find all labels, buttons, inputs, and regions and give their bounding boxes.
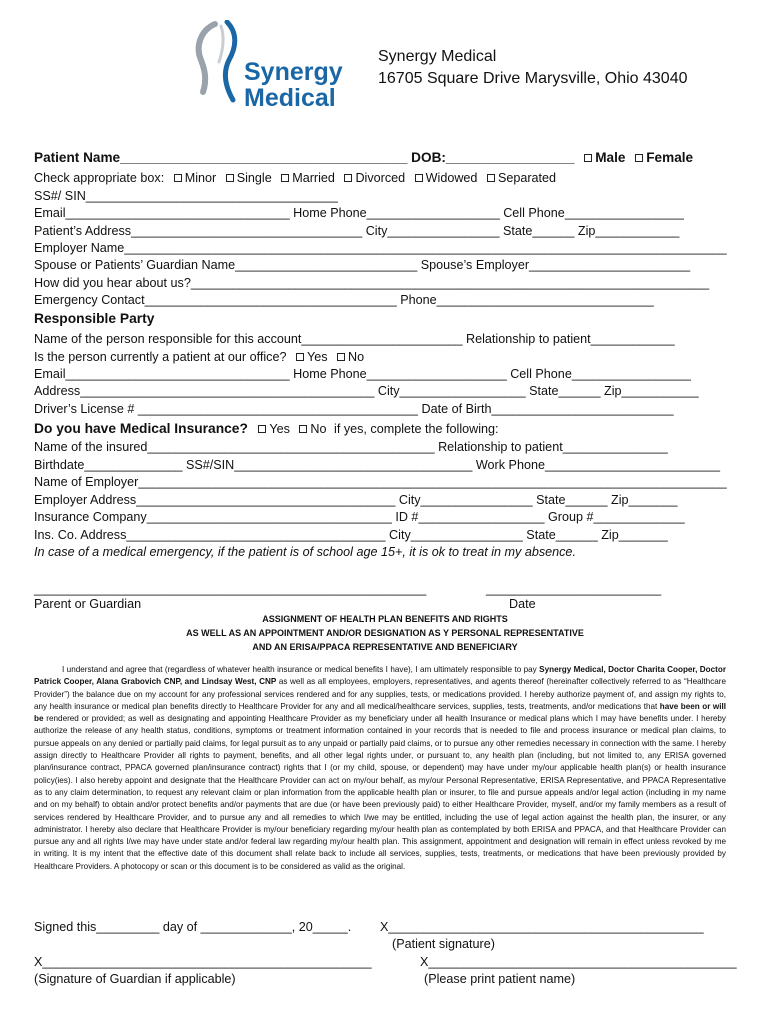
insurance-company-field[interactable]: Insurance Company___________________________________ ID #__________________ Group #_____________ xyxy=(34,510,685,524)
marital-status-line xyxy=(34,171,556,185)
insured-name-field[interactable]: Name of the insured_________________________________________ Relationship to patient_______________ xyxy=(34,440,668,454)
widowed-label: Widowed xyxy=(425,171,478,185)
provider-names: Synergy Medical, Doctor Charita Cooper, Doctor Patrick Cooper, Alana Grabovich CNP, and Lindsay West, CNP xyxy=(34,665,726,687)
emergency-consent-statement: In case of a medical emergency, if the patient is of school age 15+, it is ok to treat in my absence. xyxy=(34,545,576,559)
patient-signature-line[interactable]: X_____________________________________________ xyxy=(380,920,704,934)
insurance-followup: if yes, complete the following: xyxy=(334,422,499,436)
current-patient-yes-label: Yes xyxy=(307,350,328,364)
check-box-prompt: Check appropriate box: xyxy=(34,171,165,185)
ssn-field[interactable]: SS#/ SIN____________________________________ xyxy=(34,189,338,203)
married-label: Married xyxy=(292,171,335,185)
current-patient-yes-checkbox[interactable] xyxy=(296,353,304,361)
current-patient-no-checkbox[interactable] xyxy=(337,353,345,361)
married-checkbox[interactable] xyxy=(281,174,289,182)
insurance-yes-checkbox[interactable] xyxy=(258,425,266,433)
current-patient-question: Is the person currently a patient at our office? xyxy=(34,350,287,364)
assignment-text-1: I understand and agree that (regardless of whatever health insurance or medical benefits I have), I am ultimately responsible to pay xyxy=(62,665,540,674)
spouse-guardian-field[interactable]: Spouse or Patients’ Guardian Name__________________________ Spouse’s Employer_______________________ xyxy=(34,258,691,272)
drivers-license-field[interactable]: Driver’s License # ________________________________________ Date of Birth__________________________ xyxy=(34,402,674,416)
insurance-yes-label: Yes xyxy=(269,422,290,436)
insurance-no-checkbox[interactable] xyxy=(299,425,307,433)
male-label: Male xyxy=(595,150,626,165)
clinic-name: Synergy Medical xyxy=(378,48,497,65)
synergy-medical-logo xyxy=(193,20,355,112)
print-name-label: (Please print patient name) xyxy=(424,972,576,986)
single-label: Single xyxy=(236,171,272,185)
parent-guardian-label: Parent or Guardian xyxy=(34,597,142,611)
parent-date-line[interactable]: _________________________ xyxy=(486,582,662,596)
assignment-text-2: as well as all employees, employers, representatives, and agents thereof (hereinafter collectively referred to as “Healthcare Provider”) the balance due on my account for any professional services rendered and for any supplies, tests, or medications provided. I hereby authorize payment of, and assign my rights to, any health insurance or medical plan benefits directly to Healthcare Provider for any and all medical/healthcare services, supplies, tests, treatments, and/or medications that xyxy=(34,677,726,711)
assignment-emphasis: have been or will be xyxy=(34,701,726,724)
signed-date-line[interactable]: Signed this_________ day of _____________, 20_____. xyxy=(34,920,352,934)
female-label: Female xyxy=(646,150,694,165)
clinic-address: 16705 Square Drive Marysville, Ohio 43040 xyxy=(378,70,688,87)
responsible-email-field[interactable]: Email________________________________ Home Phone____________________ Cell Phone_________________ xyxy=(34,367,691,381)
separated-checkbox[interactable] xyxy=(487,174,495,182)
responsible-address-field[interactable]: Address__________________________________________ City__________________ State______ Zip___________ xyxy=(34,384,699,398)
referral-source-field[interactable]: How did you hear about us?__________________________________________________________________________ xyxy=(34,276,710,290)
assignment-title-3: AND AN ERISA/PPACA REPRESENTATIVE AND BENEFICIARY xyxy=(252,642,518,652)
responsible-party-heading: Responsible Party xyxy=(34,311,155,326)
assignment-title-2: AS WELL AS AN APPOINTMENT AND/OR DESIGNATION AS Y PERSONAL REPRESENTATIVE xyxy=(186,628,584,638)
insured-birthdate-field[interactable]: Birthdate______________ SS#/SIN__________________________________ Work Phone_________________________ xyxy=(34,458,721,472)
divorced-checkbox[interactable] xyxy=(344,174,352,182)
logo-word-1: Synergy xyxy=(244,58,343,86)
male-checkbox[interactable] xyxy=(584,154,592,162)
email-phone-field[interactable]: Email________________________________ Home Phone___________________ Cell Phone_________________ xyxy=(34,206,684,220)
date-label: Date xyxy=(509,597,536,611)
single-checkbox[interactable] xyxy=(226,174,234,182)
parent-signature-line[interactable]: ________________________________________________________ xyxy=(34,582,427,596)
insurance-question-line xyxy=(34,420,499,438)
assignment-title-1: ASSIGNMENT OF HEALTH PLAN BENEFITS AND RIGHTS xyxy=(262,614,508,624)
employer-name-field[interactable]: Employer Name______________________________________________________________________________________ xyxy=(34,241,727,255)
patient-name-dob-line xyxy=(34,150,693,165)
insurance-address-field[interactable]: Ins. Co. Address_____________________________________ City________________ State______ Zip_______ xyxy=(34,528,668,542)
minor-checkbox[interactable] xyxy=(174,174,182,182)
patient-address-field[interactable]: Patient’s Address_________________________________ City________________ State______ Zip____________ xyxy=(34,224,680,238)
minor-label: Minor xyxy=(184,171,217,185)
guardian-signature-label: (Signature of Guardian if applicable) xyxy=(34,972,236,986)
separated-label: Separated xyxy=(497,171,557,185)
divorced-label: Divorced xyxy=(355,171,406,185)
patient-signature-label: (Patient signature) xyxy=(392,937,495,951)
widowed-checkbox[interactable] xyxy=(415,174,423,182)
assignment-text-3: rendered or provided; as well as designating and appointing Healthcare Provider as my beneficiary under all health Insurance or medical plans which I may have benefits under. I hereby authorize the release of any health status, conditions, symptoms or treatment information contained in your records that is needed to file and process insurance or medical plan claims, to pursue appeals on any denied or partially paid claims, for legal pursuit as to any unpaid or partially paid claims, or to pursue any other remedies necessary in connection with the same. I hereby assign directly to Healthcare Provider all rights to payment, benefits, and all other legal rights under, or pursuant to, any health plan (including, but not limited to, any ERISA governed plan/insurance contract, PPACA governed plan/insurance contract) rights that I (or my child, spouse, or dependent) may have under my/our applicable health plan(s) or health insurance policy(ies). I also hereby appoint and designate that the Healthcare Provider can act on my/our behalf, as my/our Personal Representative, ERISA Representative, and PPACA Representative as to any claim determination, to request any relevant claim or plan information from the applicable health plan or insurer, to file and pursue appeals and/or legal action (including in my name and on my behalf) to obtain and/or protect benefits and/or payments that are due (or have been previously paid) to either Healthcare Provider, myself, and/or my family members as a result of services rendered by Healthcare Provider, and to pursue any and all remedies to which I/we may be entitled, including the use of legal action against the health plan, the insurer, or any administrator. I hereby also declare that Healthcare Provider is my/our beneficiary regarding my/our health plan as contemplated by both ERISA and PPACA, and that Healthcare Provider can pursue any and all rights I/we may have under state and/or federal law regarding my/our health plan. This assignment, appointment and designation will remain in effect unless revoked by me in writing. It is my intent that the effective date of this document shall relate back to include all services, supplies, tests, treatments, or medications that have been previously provided by Healthcare Providers. A photocopy or scan or this document is to be considered as valid as the original. xyxy=(34,714,726,871)
insured-employer-field[interactable]: Name of Employer____________________________________________________________________________________ xyxy=(34,475,727,489)
insurance-no-label: No xyxy=(310,422,327,436)
insurance-question: Do you have Medical Insurance? xyxy=(34,421,248,436)
patient-name-dob-text: Patient Name______________________________________ DOB:_________________ xyxy=(34,150,575,165)
print-name-line[interactable]: X____________________________________________ xyxy=(420,955,737,969)
current-patient-no-label: No xyxy=(348,350,365,364)
assignment-paragraph xyxy=(34,664,726,873)
female-checkbox[interactable] xyxy=(635,154,643,162)
responsible-name-field[interactable]: Name of the person responsible for this account_______________________ Relationship to patient____________ xyxy=(34,332,675,346)
employer-address-field[interactable]: Employer Address_____________________________________ City________________ State______ Zip_______ xyxy=(34,493,678,507)
emergency-contact-field[interactable]: Emergency Contact____________________________________ Phone_______________________________ xyxy=(34,293,654,307)
guardian-signature-line[interactable]: X_______________________________________________ xyxy=(34,955,372,969)
logo-word-2: Medical xyxy=(244,84,336,112)
current-patient-line xyxy=(34,350,364,364)
